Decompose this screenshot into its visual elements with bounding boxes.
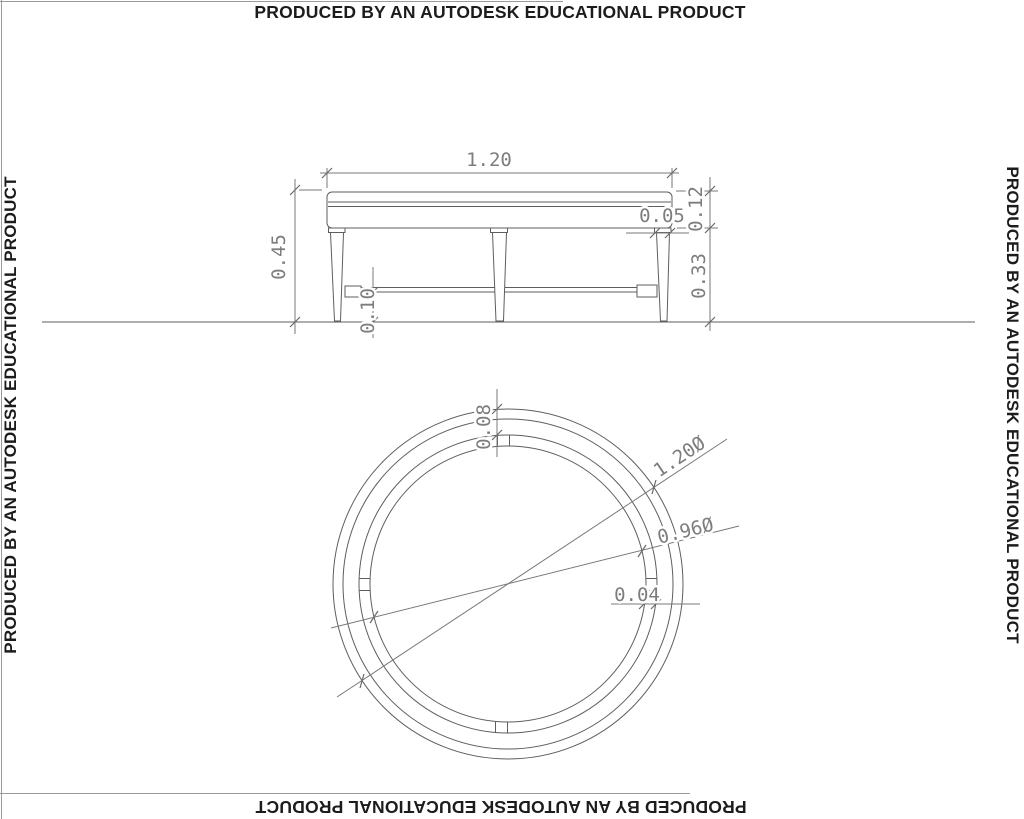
dim-total-height	[268, 179, 322, 334]
leg-right	[655, 228, 672, 321]
elevation-view	[42, 149, 975, 338]
dim-label-ring-diameter: 0.96Ø	[655, 513, 716, 549]
stretcher-right-block	[637, 285, 657, 297]
dim-ring-diameter	[331, 513, 739, 628]
dim-label-total-height: 0.45	[268, 234, 290, 280]
dim-label-stretcher-height: 0.10	[357, 288, 379, 334]
leg-marker-south	[496, 722, 508, 733]
leg-center	[491, 228, 508, 321]
dim-top-thickness	[676, 177, 718, 331]
leg-marker-north	[498, 435, 510, 446]
dim-label-top-thickness: 0.12	[685, 186, 707, 232]
dim-label-outer-diameter: 1.20Ø	[649, 432, 710, 482]
dim-width	[320, 149, 679, 188]
dim-outer-diameter	[337, 432, 727, 697]
dim-label-underframe-height: 0.33	[688, 253, 710, 299]
tabletop	[327, 192, 672, 228]
dim-stretcher-height	[357, 267, 379, 338]
dim-ring-thickness	[611, 584, 700, 609]
leg-left	[329, 228, 346, 321]
dim-label-width: 1.20	[466, 149, 512, 171]
plan-view	[331, 389, 739, 759]
dim-label-rim-width: 0.08	[473, 404, 495, 450]
watermark-left: PRODUCED BY AN AUTODESK EDUCATIONAL PRODUCT	[1, 176, 20, 654]
watermark-right: PRODUCED BY AN AUTODESK EDUCATIONAL PRODUCT	[1003, 166, 1022, 644]
dim-label-ring-thickness: 0.04	[614, 584, 660, 606]
dim-label-overhang: 0.05	[639, 205, 685, 227]
leg-marker-west	[359, 579, 370, 591]
watermark-top: PRODUCED BY AN AUTODESK EDUCATIONAL PRODUCT	[254, 2, 746, 22]
watermark-bottom: PRODUCED BY AN AUTODESK EDUCATIONAL PRODUCT	[255, 797, 747, 817]
